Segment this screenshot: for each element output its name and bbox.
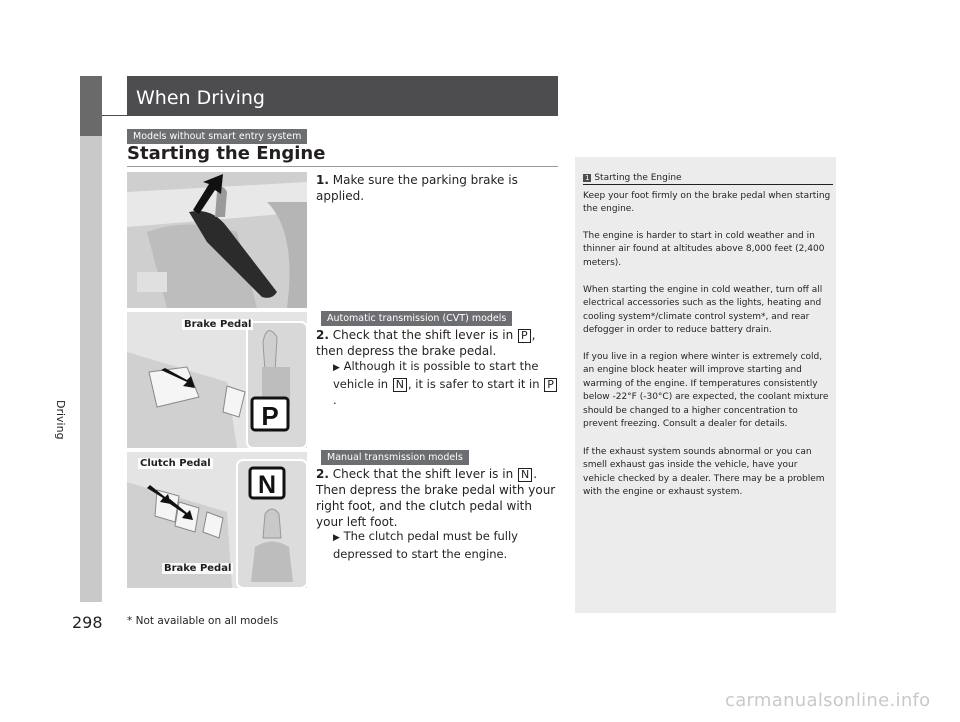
step-1 bbox=[316, 172, 561, 204]
note-paragraph: Keep your foot firmly on the brake pedal when starting the engine. bbox=[583, 191, 831, 215]
step-2-cvt-note bbox=[333, 358, 561, 408]
title-divider bbox=[102, 115, 558, 116]
step-2-manual bbox=[316, 466, 561, 530]
shift-key-p: P bbox=[518, 329, 531, 343]
cvt-pedal-illustration bbox=[127, 312, 307, 448]
side-tab-marker bbox=[80, 76, 102, 136]
side-tab-track bbox=[80, 136, 102, 602]
step-2-cvt-sub-a: Although it is possible to start the vehicle in bbox=[333, 359, 539, 391]
manual-brake-pedal-label: Brake Pedal bbox=[164, 563, 232, 574]
note-paragraph: If you live in a region where winter is extremely cold, an engine block heater will improve starting and warming of the engine. If temperatures consistently below -22°F (-30°C) are expected, the coolant mixture should be changed to a higher concentration to prevent freezing. Consult a dealer for details. bbox=[583, 352, 829, 430]
manual-models-tag: Manual transmission models bbox=[321, 450, 469, 465]
section-divider bbox=[127, 166, 558, 167]
step-2-cvt-number: 2. bbox=[316, 328, 329, 342]
step-2-cvt-text-a: Check that the shift lever is in bbox=[332, 328, 514, 342]
note-paragraph: If the exhaust system sounds abnormal or you can smell exhaust gas inside the vehicle, have your vehicle checked by a dealer. There may be a problem with the engine or exhaust system. bbox=[583, 447, 825, 498]
footnote: * Not available on all models bbox=[127, 615, 279, 627]
side-tab-label: Driving bbox=[54, 400, 67, 440]
note-paragraph: When starting the engine in cold weather, turn off all electrical accessories such as the lights, heating and cooling system*/climate control system*, and rear defogger in order to reduce battery drain. bbox=[583, 285, 823, 336]
page-number: 298 bbox=[72, 613, 103, 632]
manual-shift-n-letter: N bbox=[257, 471, 277, 499]
step-2-manual-text-b: . Then depress the brake pedal with your right foot, and the clutch pedal with your left foot. bbox=[316, 467, 556, 529]
shift-key-p: P bbox=[544, 378, 557, 392]
step-2-manual-note bbox=[333, 528, 561, 562]
cvt-brake-pedal-label: Brake Pedal bbox=[184, 319, 252, 330]
arrow-bullet-icon: ▶ bbox=[333, 533, 340, 543]
step-2-manual-number: 2. bbox=[316, 467, 329, 481]
side-note-divider bbox=[583, 184, 833, 185]
section-title: Starting the Engine bbox=[127, 143, 326, 164]
cvt-shift-p-letter: P bbox=[261, 401, 279, 431]
shift-key-n: N bbox=[393, 378, 407, 392]
page-title: When Driving bbox=[136, 87, 265, 109]
cvt-brake-figure bbox=[127, 312, 307, 448]
parking-brake-figure bbox=[127, 172, 307, 308]
side-note-heading bbox=[583, 173, 833, 183]
step-2-manual-text-a: Check that the shift lever is in bbox=[332, 467, 514, 481]
step-1-text: Make sure the parking brake is applied. bbox=[316, 173, 518, 203]
parking-brake-illustration bbox=[127, 172, 307, 308]
smart-entry-tag: Models without smart entry system bbox=[127, 129, 307, 144]
step-2-cvt-sub-b: , it is safer to start it in bbox=[408, 377, 540, 391]
note-marker-icon: 1 bbox=[585, 174, 590, 182]
manual-clutch-pedal-label: Clutch Pedal bbox=[140, 458, 211, 469]
watermark-text: carmanualsonline.info bbox=[725, 690, 931, 711]
note-paragraph: The engine is harder to start in cold weather and in thinner air found at altitudes above 8,000 feet (2,400 meters). bbox=[583, 231, 825, 268]
shift-key-n: N bbox=[518, 468, 532, 482]
arrow-bullet-icon: ▶ bbox=[333, 363, 340, 373]
step-2-cvt-text-b: , then depress the brake pedal. bbox=[316, 328, 536, 358]
step-1-number: 1. bbox=[316, 173, 329, 187]
step-2-manual-sub: The clutch pedal must be fully depressed to start the engine. bbox=[333, 529, 518, 561]
page-title-bar bbox=[127, 76, 558, 116]
manual-pedal-figure bbox=[127, 452, 307, 588]
cvt-models-tag: Automatic transmission (CVT) models bbox=[321, 311, 512, 326]
step-2-cvt-sub-c: . bbox=[333, 393, 337, 407]
step-2-cvt bbox=[316, 327, 561, 359]
side-note-title: Starting the Engine bbox=[594, 173, 682, 183]
